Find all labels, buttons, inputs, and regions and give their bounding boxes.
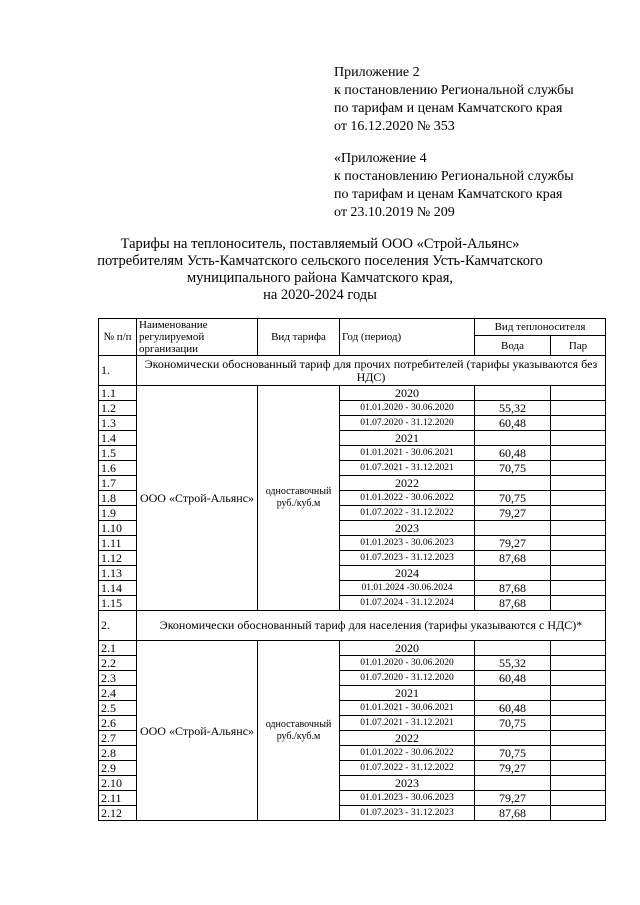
table-row <box>99 386 606 401</box>
period-cell: 01.01.2020 - 30.06.2020 <box>340 656 475 671</box>
period-cell: 01.07.2023 - 31.12.2023 <box>340 551 475 566</box>
row-num: 2.7 <box>99 731 137 746</box>
row-num: 1.13 <box>99 566 137 581</box>
period-cell: 01.01.2023 - 30.06.2023 <box>340 536 475 551</box>
table-row <box>99 641 606 656</box>
water-value <box>475 641 551 656</box>
steam-value <box>551 746 606 761</box>
row-num: 1.1 <box>99 386 137 401</box>
tariff-type: одноставочный руб./куб.м <box>258 641 340 821</box>
period-cell: 01.07.2020 - 31.12.2020 <box>340 416 475 431</box>
row-num: 2.12 <box>99 806 137 821</box>
period-cell: 01.07.2023 - 31.12.2023 <box>340 806 475 821</box>
period-cell: 01.07.2021 - 31.12.2021 <box>340 461 475 476</box>
appendix-4-line: «Приложение 4 <box>334 151 427 166</box>
steam-value <box>551 401 606 416</box>
document-title <box>60 236 580 304</box>
steam-value <box>551 716 606 731</box>
water-value: 87,68 <box>475 551 551 566</box>
water-value: 60,48 <box>475 446 551 461</box>
row-num: 1.4 <box>99 431 137 446</box>
water-value: 70,75 <box>475 461 551 476</box>
section-title: Экономически обоснованный тариф для прочих потребителей (тарифы указываются без НДС) <box>137 356 606 386</box>
section-row <box>99 611 606 641</box>
period-cell: 01.07.2022 - 31.12.2022 <box>340 506 475 521</box>
year-cell: 2024 <box>340 566 475 581</box>
water-value: 70,75 <box>475 491 551 506</box>
steam-value <box>551 701 606 716</box>
row-num: 2.11 <box>99 791 137 806</box>
row-num: 2.2 <box>99 656 137 671</box>
steam-value <box>551 551 606 566</box>
appendix-2-line: к постановлению Региональной службы <box>334 83 574 98</box>
section-row <box>99 356 606 386</box>
title-line: потребителям Усть-Камчатского сельского поселения Усть-Камчатского <box>97 253 543 269</box>
row-num: 2.5 <box>99 701 137 716</box>
steam-value <box>551 446 606 461</box>
steam-value <box>551 536 606 551</box>
year-cell: 2021 <box>340 686 475 701</box>
steam-value <box>551 581 606 596</box>
tariff-type: одноставочный руб./куб.м <box>258 386 340 611</box>
year-cell: 2021 <box>340 431 475 446</box>
header-num: № п/п <box>99 319 137 356</box>
period-cell: 01.07.2022 - 31.12.2022 <box>340 761 475 776</box>
header-org: Наименование регулируемой организации <box>137 319 258 356</box>
appendix-2-line: Приложение 2 <box>334 65 420 80</box>
period-cell: 01.01.2022 - 30.06.2022 <box>340 491 475 506</box>
appendix-4-line: по тарифам и ценам Камчатского края <box>334 187 563 202</box>
water-value: 79,27 <box>475 536 551 551</box>
period-cell: 01.01.2021 - 30.06.2021 <box>340 701 475 716</box>
steam-value <box>551 641 606 656</box>
water-value <box>475 431 551 446</box>
steam-value <box>551 491 606 506</box>
appendix-2-line: по тарифам и ценам Камчатского края <box>334 101 563 116</box>
title-line: муниципального района Камчатского края, <box>186 270 454 286</box>
row-num: 2.8 <box>99 746 137 761</box>
period-cell: 01.01.2024 -30.06.2024 <box>340 581 475 596</box>
period-cell: 01.07.2020 - 31.12.2020 <box>340 671 475 686</box>
year-cell: 2022 <box>340 476 475 491</box>
row-num: 1.7 <box>99 476 137 491</box>
water-value: 87,68 <box>475 806 551 821</box>
steam-value <box>551 806 606 821</box>
water-value <box>475 776 551 791</box>
row-num: 1.9 <box>99 506 137 521</box>
steam-value <box>551 671 606 686</box>
row-num: 1.10 <box>99 521 137 536</box>
water-value: 79,27 <box>475 791 551 806</box>
steam-value <box>551 761 606 776</box>
org-name: ООО «Строй-Альянс» <box>137 641 258 821</box>
row-num: 1.15 <box>99 596 137 611</box>
row-num: 2.4 <box>99 686 137 701</box>
steam-value <box>551 791 606 806</box>
row-num: 1.6 <box>99 461 137 476</box>
steam-value <box>551 416 606 431</box>
steam-value <box>551 656 606 671</box>
water-value <box>475 476 551 491</box>
period-cell: 01.01.2022 - 30.06.2022 <box>340 746 475 761</box>
header-period: Год (период) <box>340 319 475 356</box>
row-num: 2.10 <box>99 776 137 791</box>
steam-value <box>551 506 606 521</box>
steam-value <box>551 731 606 746</box>
title-line: на 2020-2024 годы <box>263 287 377 303</box>
section-title: Экономически обоснованный тариф для населения (тарифы указываются с НДС)* <box>137 611 606 641</box>
water-value: 60,48 <box>475 671 551 686</box>
year-cell: 2023 <box>340 521 475 536</box>
steam-value <box>551 566 606 581</box>
period-cell: 01.01.2021 - 30.06.2021 <box>340 446 475 461</box>
water-value <box>475 731 551 746</box>
row-num: 2.6 <box>99 716 137 731</box>
row-num: 1.12 <box>99 551 137 566</box>
steam-value <box>551 461 606 476</box>
steam-value <box>551 686 606 701</box>
water-value <box>475 686 551 701</box>
water-value <box>475 521 551 536</box>
header-water: Вода <box>475 336 551 356</box>
appendix-2-line: от 16.12.2020 № 353 <box>334 119 455 134</box>
appendix-4-line: от 23.10.2019 № 209 <box>334 205 455 220</box>
water-value: 55,32 <box>475 401 551 416</box>
water-value: 55,32 <box>475 656 551 671</box>
water-value: 70,75 <box>475 716 551 731</box>
year-cell: 2020 <box>340 641 475 656</box>
water-value: 60,48 <box>475 701 551 716</box>
steam-value <box>551 431 606 446</box>
header-carrier: Вид теплоносителя <box>475 319 606 336</box>
steam-value <box>551 596 606 611</box>
water-value <box>475 386 551 401</box>
appendix-4-header <box>334 150 574 222</box>
tariff-table <box>98 318 606 821</box>
row-num: 2.1 <box>99 641 137 656</box>
appendix-4-line: к постановлению Региональной службы <box>334 169 574 184</box>
water-value: 87,68 <box>475 581 551 596</box>
period-cell: 01.01.2020 - 30.06.2020 <box>340 401 475 416</box>
water-value: 79,27 <box>475 761 551 776</box>
steam-value <box>551 386 606 401</box>
year-cell: 2023 <box>340 776 475 791</box>
steam-value <box>551 521 606 536</box>
steam-value <box>551 476 606 491</box>
water-value: 79,27 <box>475 506 551 521</box>
water-value <box>475 566 551 581</box>
org-name: ООО «Строй-Альянс» <box>137 386 258 611</box>
row-num: 2.3 <box>99 671 137 686</box>
section-num: 1. <box>99 356 137 386</box>
section-num: 2. <box>99 611 137 641</box>
row-num: 1.8 <box>99 491 137 506</box>
water-value: 70,75 <box>475 746 551 761</box>
steam-value <box>551 776 606 791</box>
water-value: 60,48 <box>475 416 551 431</box>
row-num: 1.11 <box>99 536 137 551</box>
period-cell: 01.01.2023 - 30.06.2023 <box>340 791 475 806</box>
row-num: 1.3 <box>99 416 137 431</box>
period-cell: 01.07.2024 - 31.12.2024 <box>340 596 475 611</box>
row-num: 1.2 <box>99 401 137 416</box>
title-line: Тарифы на теплоноситель, поставляемый ООО «Строй-Альянс» <box>120 236 520 252</box>
row-num: 1.14 <box>99 581 137 596</box>
water-value: 87,68 <box>475 596 551 611</box>
appendix-2-header <box>334 64 574 136</box>
row-num: 1.5 <box>99 446 137 461</box>
year-cell: 2022 <box>340 731 475 746</box>
period-cell: 01.07.2021 - 31.12.2021 <box>340 716 475 731</box>
header-tariff-type: Вид тарифа <box>258 319 340 356</box>
year-cell: 2020 <box>340 386 475 401</box>
row-num: 2.9 <box>99 761 137 776</box>
header-steam: Пар <box>551 336 606 356</box>
